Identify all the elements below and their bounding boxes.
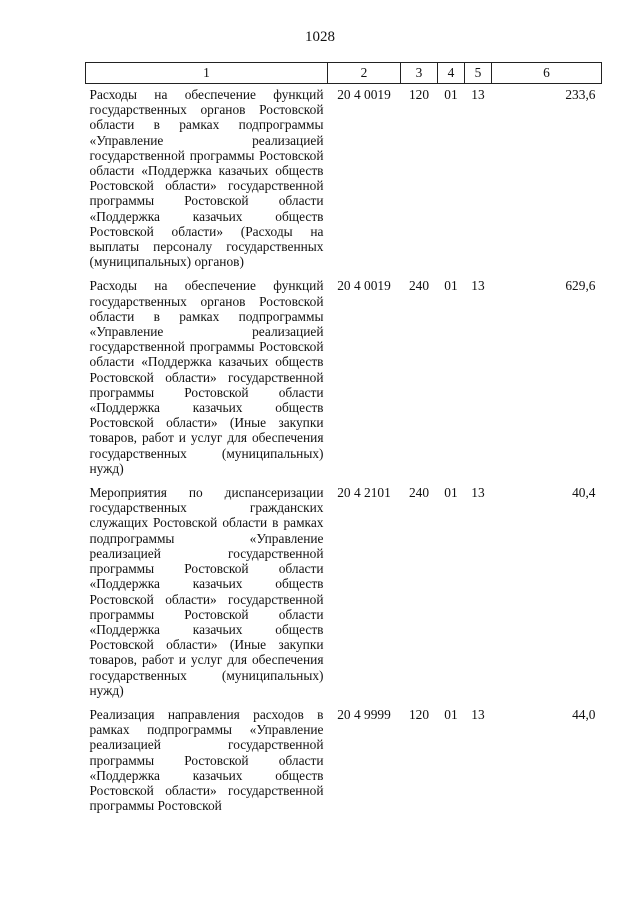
row-section: 01 bbox=[444, 485, 458, 501]
row-expense-type: 120 bbox=[408, 87, 430, 102]
row-description: Мероприятия по диспансеризации государственных гражданских служащих Ростовской области в рамках подпрограммы «Управление реализацией государственной программы Ростовской области «Поддержка казачьих обществ Ростовской области» государственной программы Ростовской области «Поддержка казачьих обществ Ростовской области» (Иные закупки товаров, работ и услуг для обеспечения государственных (муниципальных) нужд) bbox=[89, 485, 324, 698]
row-subsection: 13 bbox=[471, 485, 485, 501]
row-description: Расходы на обеспечение функций государственных органов Ростовской области в рамках подпрограммы «Управление реализацией государственной программы Ростовской области «Поддержка казачьих обществ Ростовской области» государственной программы Ростовской области «Поддержка казачьих обществ Ростовской области» (Иные закупки товаров, работ и услуг для обеспечения государственных (муниципальных) нужд) bbox=[89, 278, 324, 476]
row-description: Расходы на обеспечение функций государственных органов Ростовской области в рамках подпрограммы «Управление реализацией государственной программы Ростовской области «Поддержка казачьих обществ Ростовской области» государственной программы Ростовской области «Поддержка казачьих обществ Ростовской области» (Расходы на выплаты персоналу государственных (муниципальных) органов) bbox=[89, 87, 324, 270]
row-target-article: 20 4 9999 bbox=[337, 706, 391, 722]
row-target-article: 20 4 2101 bbox=[337, 485, 391, 501]
row-subsection: 13 bbox=[471, 706, 485, 722]
table-row bbox=[86, 275, 602, 482]
row-target-article: 20 4 0019 bbox=[337, 278, 391, 294]
row-subsection: 13 bbox=[471, 278, 485, 294]
row-expense-type: 120 bbox=[408, 706, 430, 722]
row-subsection: 13 bbox=[471, 87, 485, 102]
table-body bbox=[86, 84, 602, 820]
table-row bbox=[86, 84, 602, 276]
row-expense-type: 240 bbox=[408, 278, 430, 294]
table-row bbox=[86, 482, 602, 704]
row-description: Реализация направления расходов в рамках подпрограммы «Управление реализацией государственной программы Ростовской области «Поддержка казачьих обществ Ростовской области» государственной программы Ростовской bbox=[89, 706, 324, 814]
page-number: 1028 bbox=[305, 29, 335, 45]
row-amount: 629,6 bbox=[565, 278, 596, 294]
budget-table bbox=[85, 62, 602, 819]
table-header bbox=[86, 63, 602, 84]
row-section: 01 bbox=[444, 278, 458, 294]
header-col-1: 1 bbox=[86, 63, 328, 84]
row-target-article: 20 4 0019 bbox=[337, 87, 391, 102]
header-col-3: 3 bbox=[401, 63, 438, 84]
row-section: 01 bbox=[444, 706, 458, 722]
row-amount: 40,4 bbox=[572, 485, 596, 501]
header-col-2: 2 bbox=[328, 63, 401, 84]
row-amount: 44,0 bbox=[572, 706, 596, 722]
header-col-5: 5 bbox=[465, 63, 492, 84]
table-row bbox=[86, 704, 602, 819]
row-amount: 233,6 bbox=[565, 87, 596, 102]
header-row bbox=[86, 63, 602, 84]
header-col-6: 6 bbox=[492, 63, 602, 84]
row-expense-type: 240 bbox=[408, 485, 430, 501]
header-col-4: 4 bbox=[438, 63, 465, 84]
row-section: 01 bbox=[444, 87, 458, 102]
